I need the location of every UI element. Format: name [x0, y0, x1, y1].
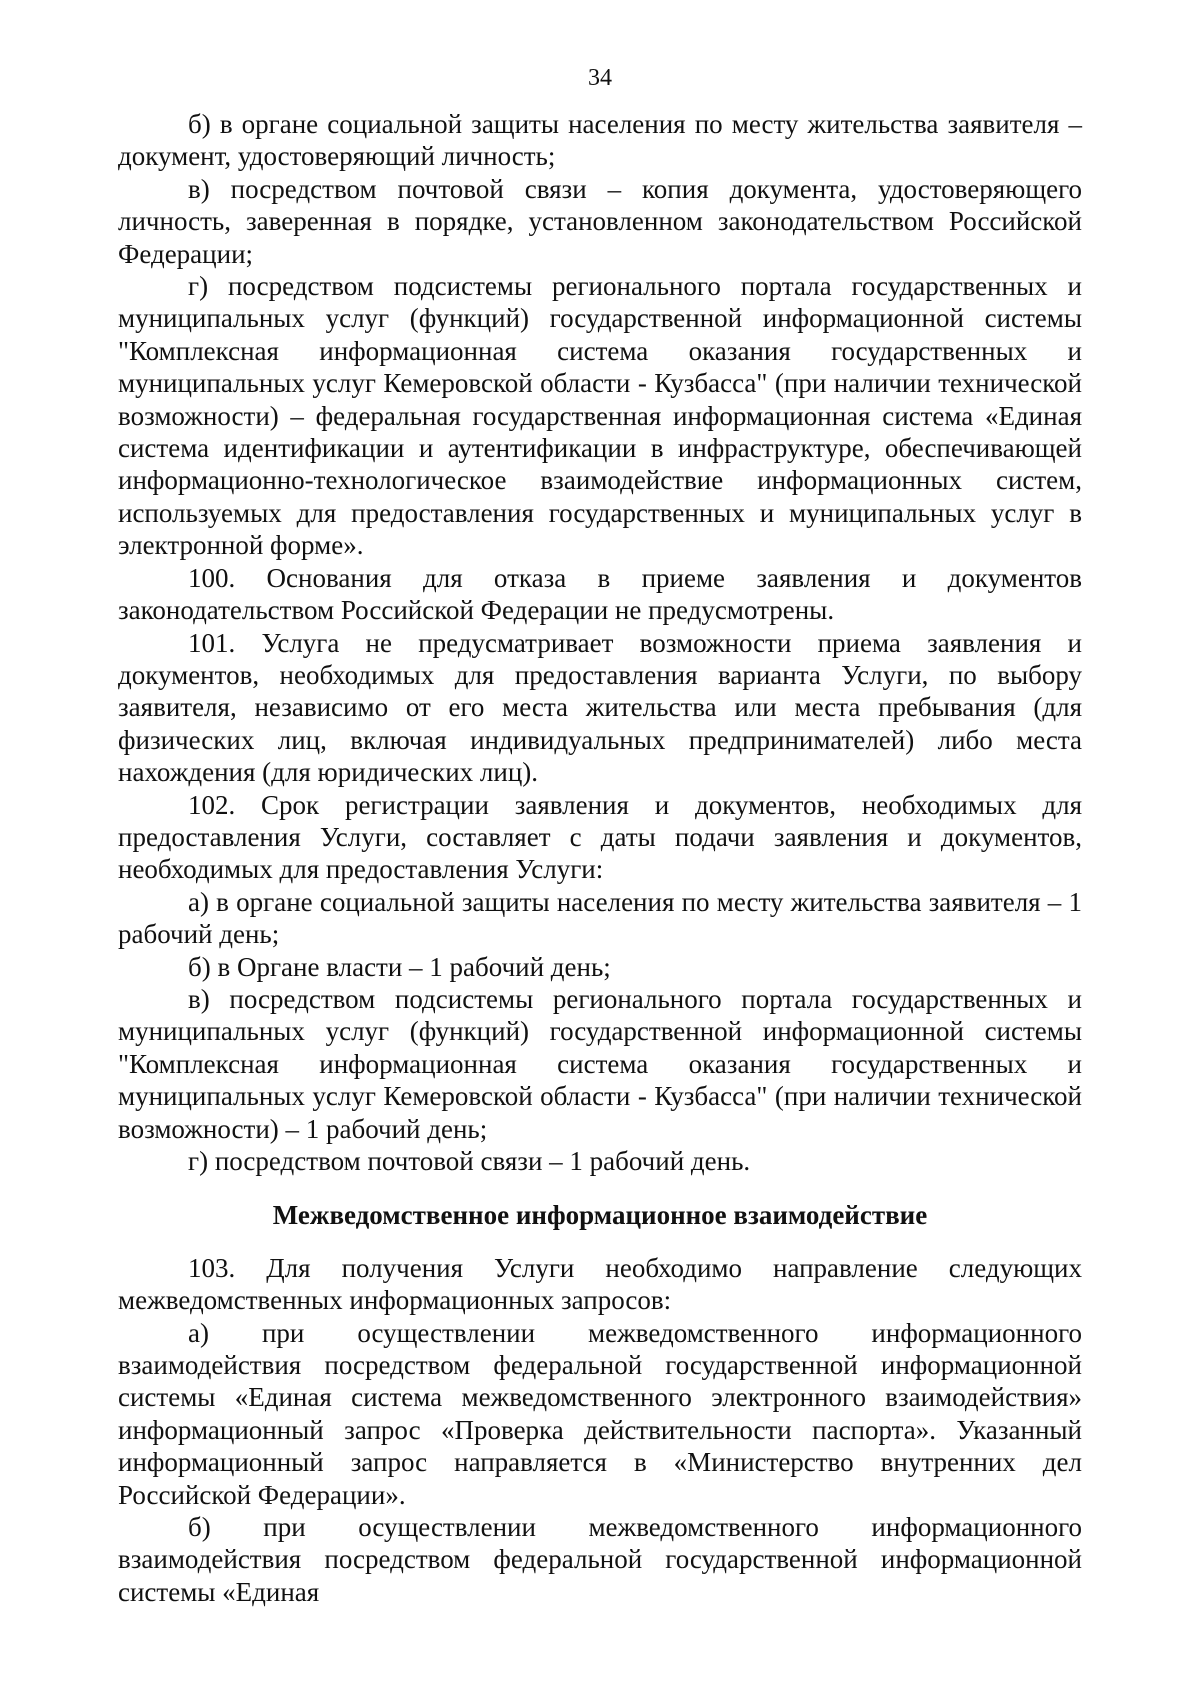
paragraph-a-social-protection-term: а) в органе социальной защиты населения по месту жительства заявителя – 1 рабочий день; — [118, 886, 1082, 950]
document-body — [118, 108, 1082, 1608]
page-number: 34 — [588, 65, 612, 91]
paragraph-v-portal-term: в) посредством подсистемы регионального портала государственных и муниципальных услуг (функций) государственной информационной системы "Комплексная информационная система оказания государственных и муниципальных услуг Кемеровской области - Кузбасса" (при наличии технической возможности) – 1 рабочий день; — [118, 983, 1082, 1144]
section-heading: Межведомственное информационное взаимодействие — [272, 1200, 928, 1231]
paragraph-b-interagency: б) при осуществлении межведомственного информационного взаимодействия посредством федеральной государственной информационной системы «Единая — [118, 1512, 1082, 1607]
paragraph-g-postal-term: г) посредством почтовой связи – 1 рабочий день. — [188, 1146, 751, 1176]
paragraph-100-refusal-grounds: 100. Основания для отказа в приеме заявления и документов законодательством Российской Федерации не предусмотрены. — [118, 562, 1082, 626]
paragraph-b-identity-document: б) в органе социальной защиты населения по месту жительства заявителя – документ, удостоверяющий личность; — [118, 109, 1082, 172]
paragraph-101-extraterritorial: 101. Услуга не предусматривает возможности приема заявления и документов, необходимых для предоставления варианта Услуги, по выбору заявителя, независимо от его места жительства или места пребывания (для физических лиц, включая индивидуальных предпринимателей) либо места нахождения (для юридических лиц). — [118, 627, 1082, 788]
paragraph-b-authority-term: б) в Органе власти – 1 рабочий день; — [188, 951, 611, 982]
paragraph-a-passport-check: а) при осуществлении межведомственного информационного взаимодействия посредством федеральной государственной информационной системы «Единая система межведомственного электронного взаимодействия» информационный запрос «Проверка действительности паспорта». Указанный информационный запрос направляется в «Министерство внутренних дел Российской Федерации». — [118, 1317, 1082, 1510]
paragraph-g-portal-esia: г) посредством подсистемы регионального портала государственных и муниципальных услуг (функций) государственной информационной системы "Комплексная информационная система оказания государственных и муниципальных услуг Кемеровской области - Кузбасса" (при наличии технической возможности) – федеральная государственная информационная система «Единая система идентификации и аутентификации в инфраструктуре, обеспечивающей информационно-технологическое взаимодействие информационных систем, используемых для предоставления государственных и муниципальных услуг в электронной форме». — [118, 271, 1082, 561]
paragraph-v-postal-copy: в) посредством почтовой связи – копия документа, удостоверяющего личность, заверенная в порядке, установленном законодательством Российской Федерации; — [118, 173, 1082, 269]
paragraph-102-registration-term: 102. Срок регистрации заявления и документов, необходимых для предоставления Услуги, составляет с даты подачи заявления и документов, необходимых для предоставления Услуги: — [118, 789, 1082, 885]
paragraph-103-interagency-requests: 103. Для получения Услуги необходимо направление следующих межведомственных информационных запросов: — [118, 1252, 1082, 1316]
